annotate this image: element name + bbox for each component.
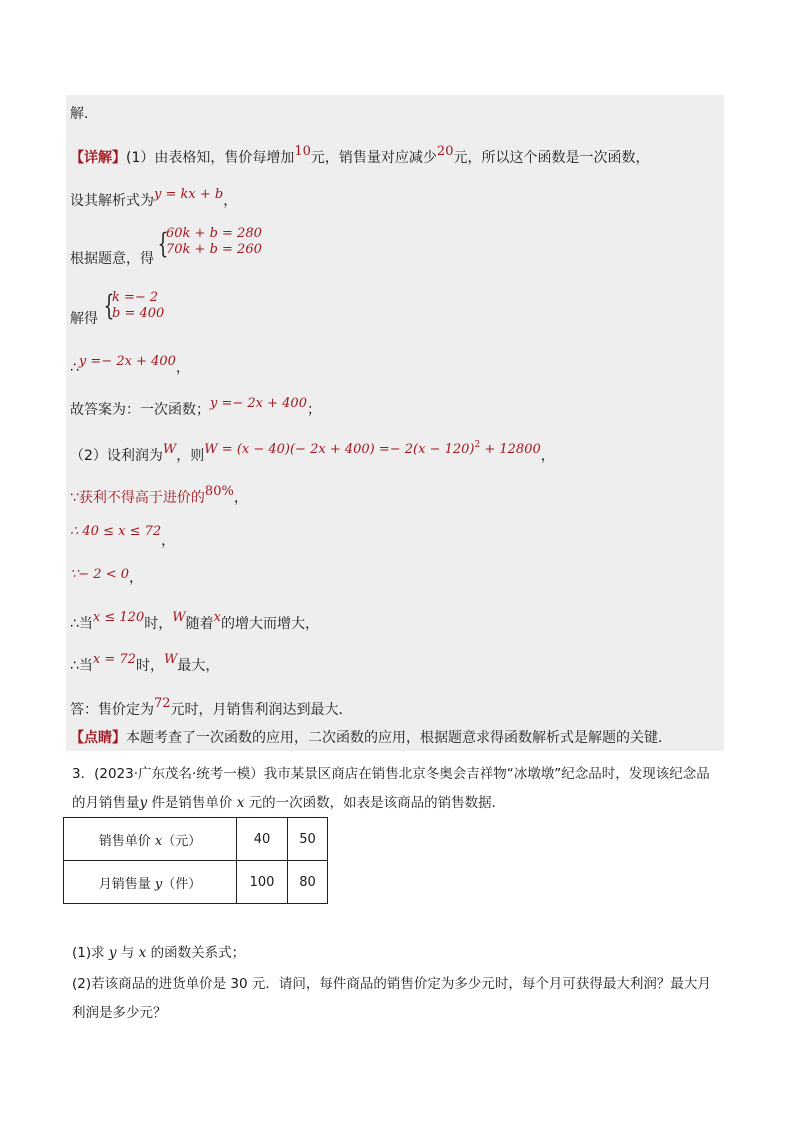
comment-tag: 【点睛】 [70,730,126,746]
system-equations: 根据题意，得 { 60k + b = 280 70k + b = 260 [70,226,262,267]
profit-line: （2）设利润为W，则$W = (x - 40)(- 2x + 400) =- 2(x - 120)^2 + 12800$， [70,440,555,464]
range-line: ∴ 40 ≤ x ≤ 72， [70,524,176,549]
table-row [64,818,328,861]
comment-line: 【点睛】本题考查了一次函数的应用，二次函数的应用，根据题意求得函数解析式是解题的关键． [70,730,672,746]
problem3-intro-1: 3．(2023·广东茂名·统考一模）我市某景区商店在销售北京冬奥会吉祥物“冰墩墩”纪念品时，发现该纪念品 [72,766,710,782]
question-1: (1)求 y 与 x 的函数关系式； [72,945,246,961]
question-2-line-1: (2)若该商品的进货单价是 30 元．请问，每件商品的销售价定为多少元时，每个月可获得最大利润？最大月 [72,976,711,992]
question-2-line-2: 利润是多少元？ [72,1005,167,1021]
result-line: ∴y =− 2x + 400， [70,354,190,376]
table-cell: 50 [288,818,328,861]
set-form-line: 设其解析式为y = kx + b， [70,187,238,209]
solution-system: 解得 { k =− 2 b = 400 [70,289,165,327]
solution-panel [66,95,724,751]
table-row [64,861,328,904]
final-answer-line: 答：售价定为72元时，月销售利润达到最大． [70,696,353,718]
table-cell: 100 [237,861,288,904]
table-row-label: 月销售量 y（件） [64,861,237,904]
sales-data-table [63,817,328,904]
negative-line: ∵− 2 < 0， [70,567,143,586]
detail-tag: 【详解】 [70,150,126,166]
max-line: ∴当x = 72时，W最大， [70,652,220,674]
detail-line: 【详解】(1）由表格知，售价每增加10元，销售量对应减少20元，所以这个函数是一次函数， [70,144,650,166]
table-row-label: 销售单价 x（元） [64,818,237,861]
solution-line-1: 解． [70,106,98,122]
problem3-intro-2: 的月销售量y 件是销售单价 x 元的一次函数，如表是该商品的销售数据． [72,795,506,811]
table-cell: 40 [237,818,288,861]
because-line: ∵获利不得高于进价的80%， [70,484,248,506]
increasing-line: ∴当x ≤ 120时，W随着x的增大而增大， [70,610,319,632]
answer1-line: 故答案为：一次函数；y =− 2x + 400； [70,396,321,418]
table-cell: 80 [288,861,328,904]
